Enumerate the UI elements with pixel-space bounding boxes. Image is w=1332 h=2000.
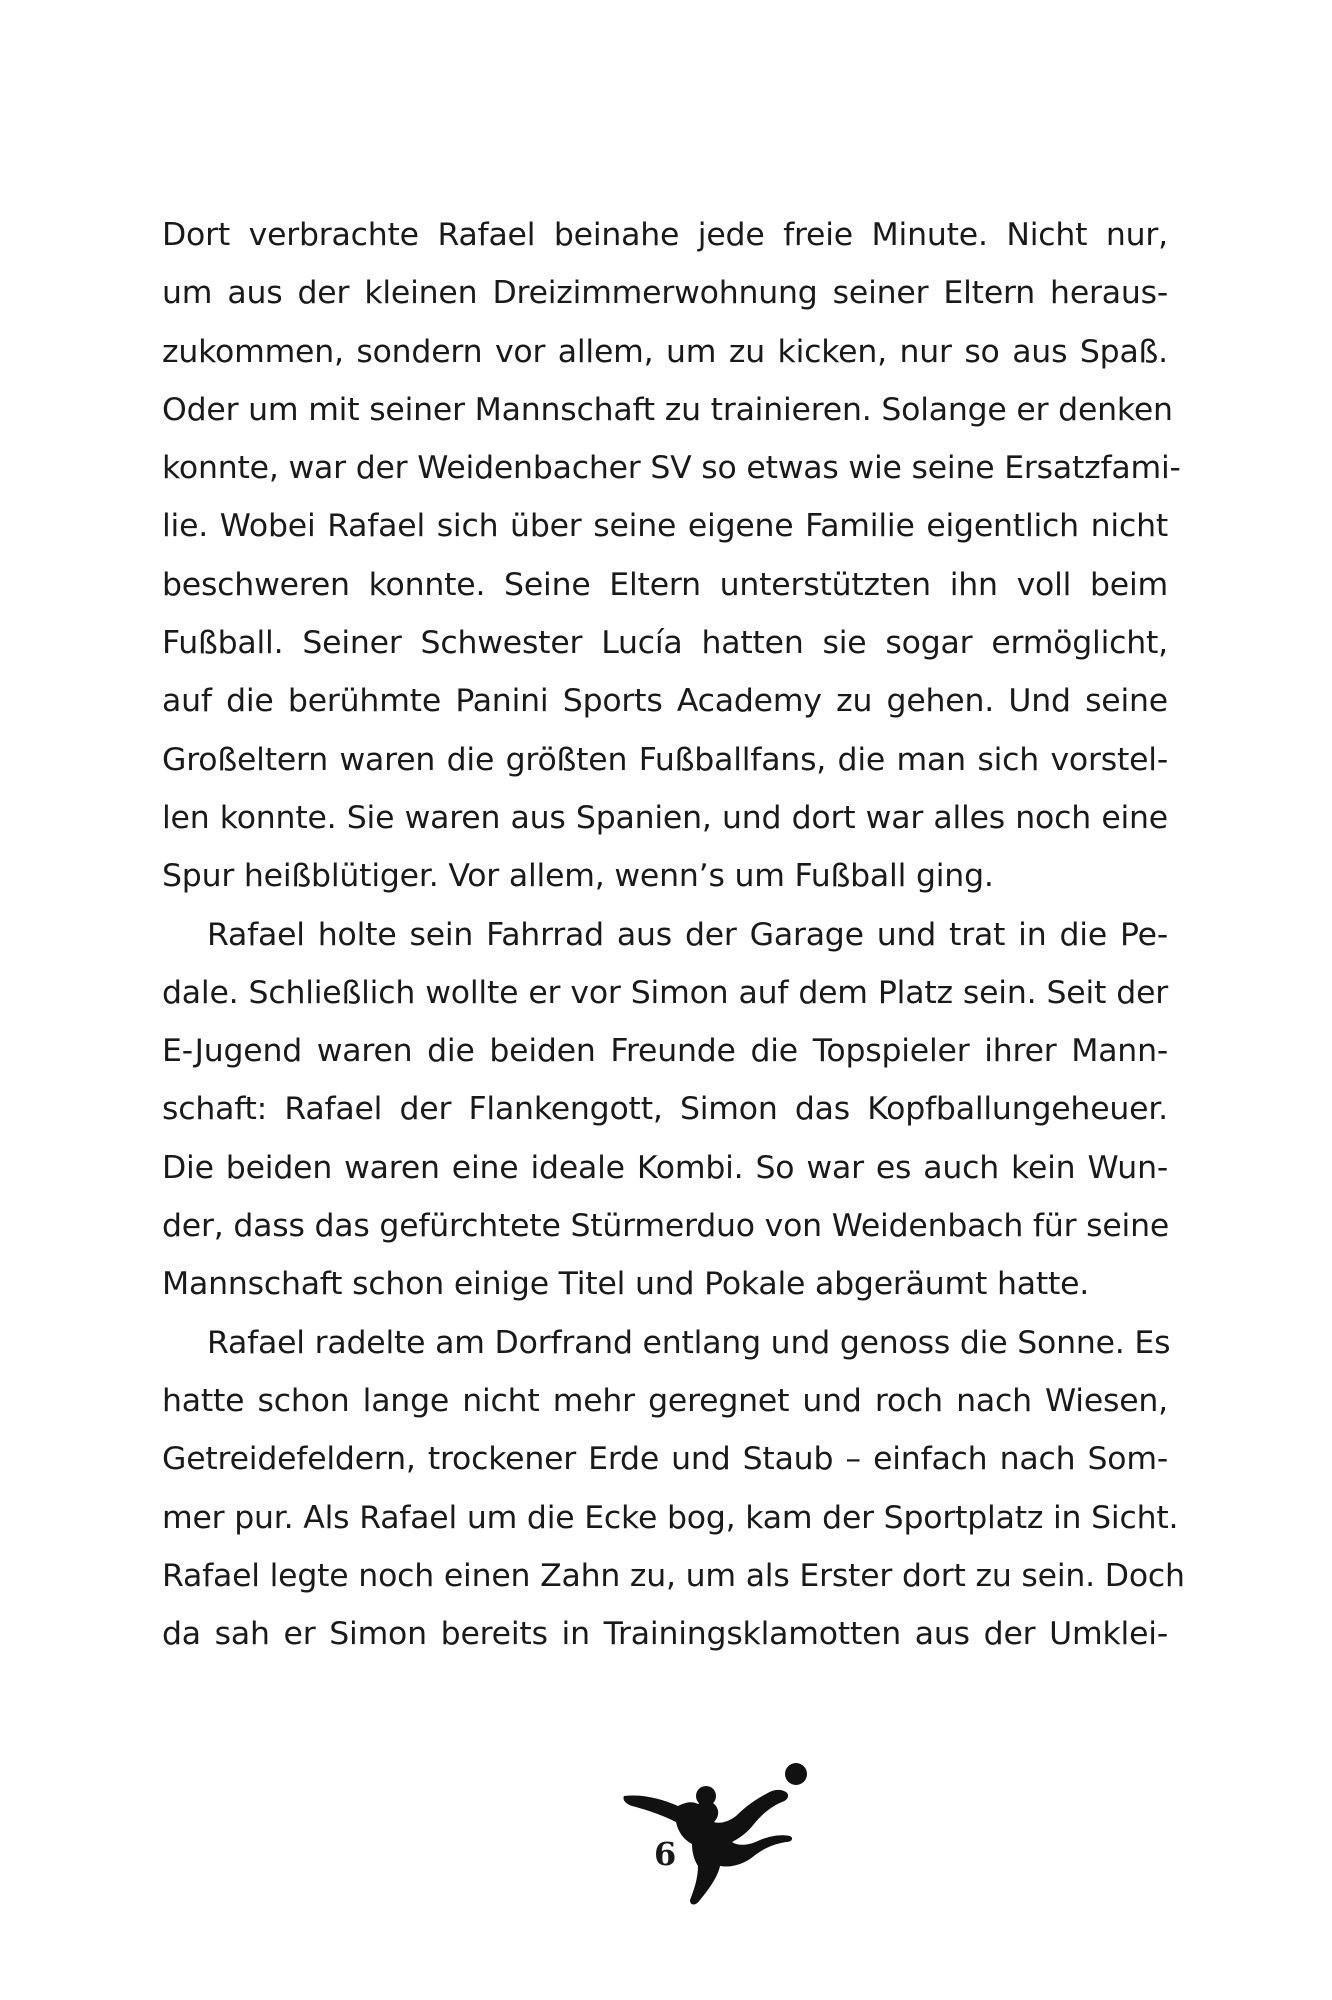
text-line: Dort verbrachte Rafael beinahe jede freie Minute. Nicht nur, bbox=[162, 217, 1168, 253]
text-line: Getreidefeldern, trockener Erde und Staub – einfach nach Som- bbox=[162, 1441, 1168, 1478]
text-line: beschweren konnte. Seine Eltern unterstützten ihn voll beim bbox=[162, 566, 1168, 603]
text-line: Die beiden waren eine ideale Kombi. So war es auch kein Wun- bbox=[162, 1149, 1168, 1186]
text-line: auf die berühmte Panini Sports Academy zu gehen. Und seine bbox=[162, 683, 1168, 720]
paragraph-3 bbox=[162, 1314, 1185, 1664]
text-line: schaft: Rafael der Flankengott, Simon das Kopfballungeheuer. bbox=[162, 1091, 1168, 1128]
text-line: Rafael holte sein Fahrrad aus der Garage und trat in die Pe- bbox=[207, 916, 1168, 953]
text-line: Mannschaft schon einige Titel und Pokale abgeräumt hatte. bbox=[162, 1266, 1090, 1303]
text-line: mer pur. Als Rafael um die Ecke bog, kam der Sportplatz in Sicht. bbox=[162, 1499, 1179, 1536]
text-line: Spur heißblütiger. Vor allem, wenn’s um Fußball ging. bbox=[162, 858, 994, 895]
text-line: Oder um mit seiner Mannschaft zu trainieren. Solange er denken bbox=[162, 391, 1173, 428]
text-line: Großeltern waren die größten Fußballfans, die man sich vorstel- bbox=[162, 741, 1168, 778]
paragraph-1 bbox=[162, 206, 1181, 906]
text-line: Fußball. Seiner Schwester Lucía hatten sie sogar ermöglicht, bbox=[162, 625, 1168, 662]
text-line: Rafael legte noch einen Zahn zu, um als Erster dort zu sein. Doch bbox=[162, 1557, 1185, 1594]
soccer-player-kick-icon bbox=[620, 1760, 840, 1910]
text-line: Rafael radelte am Dorfrand entlang und genoss die Sonne. Es bbox=[207, 1324, 1171, 1361]
text-line: da sah er Simon bereits in Trainingsklamotten aus der Umklei- bbox=[162, 1616, 1168, 1653]
page-footer bbox=[620, 1760, 840, 1910]
text-line: um aus der kleinen Dreizimmerwohnung seiner Eltern heraus- bbox=[162, 275, 1168, 312]
text-line: lie. Wobei Rafael sich über seine eigene Familie eigentlich nicht bbox=[162, 508, 1168, 545]
page-number: 6 bbox=[654, 1835, 677, 1873]
text-line: len konnte. Sie waren aus Spanien, und dort war alles noch eine bbox=[162, 799, 1168, 836]
text-line: zukommen, sondern vor allem, um zu kicken, nur so aus Spaß. bbox=[162, 333, 1168, 370]
text-line: hatte schon lange nicht mehr geregnet und roch nach Wiesen, bbox=[162, 1382, 1168, 1419]
body-text bbox=[162, 206, 1185, 1663]
text-line: der, dass das gefürchtete Stürmerduo von Weidenbach für seine bbox=[162, 1208, 1170, 1245]
text-line: E-Jugend waren die beiden Freunde die Topspieler ihrer Mann- bbox=[162, 1033, 1168, 1070]
text-line: konnte, war der Weidenbacher SV so etwas wie seine Ersatzfami- bbox=[162, 450, 1181, 487]
text-line: dale. Schließlich wollte er vor Simon auf dem Platz sein. Seit der bbox=[162, 974, 1168, 1011]
paragraph-2 bbox=[162, 906, 1168, 1314]
